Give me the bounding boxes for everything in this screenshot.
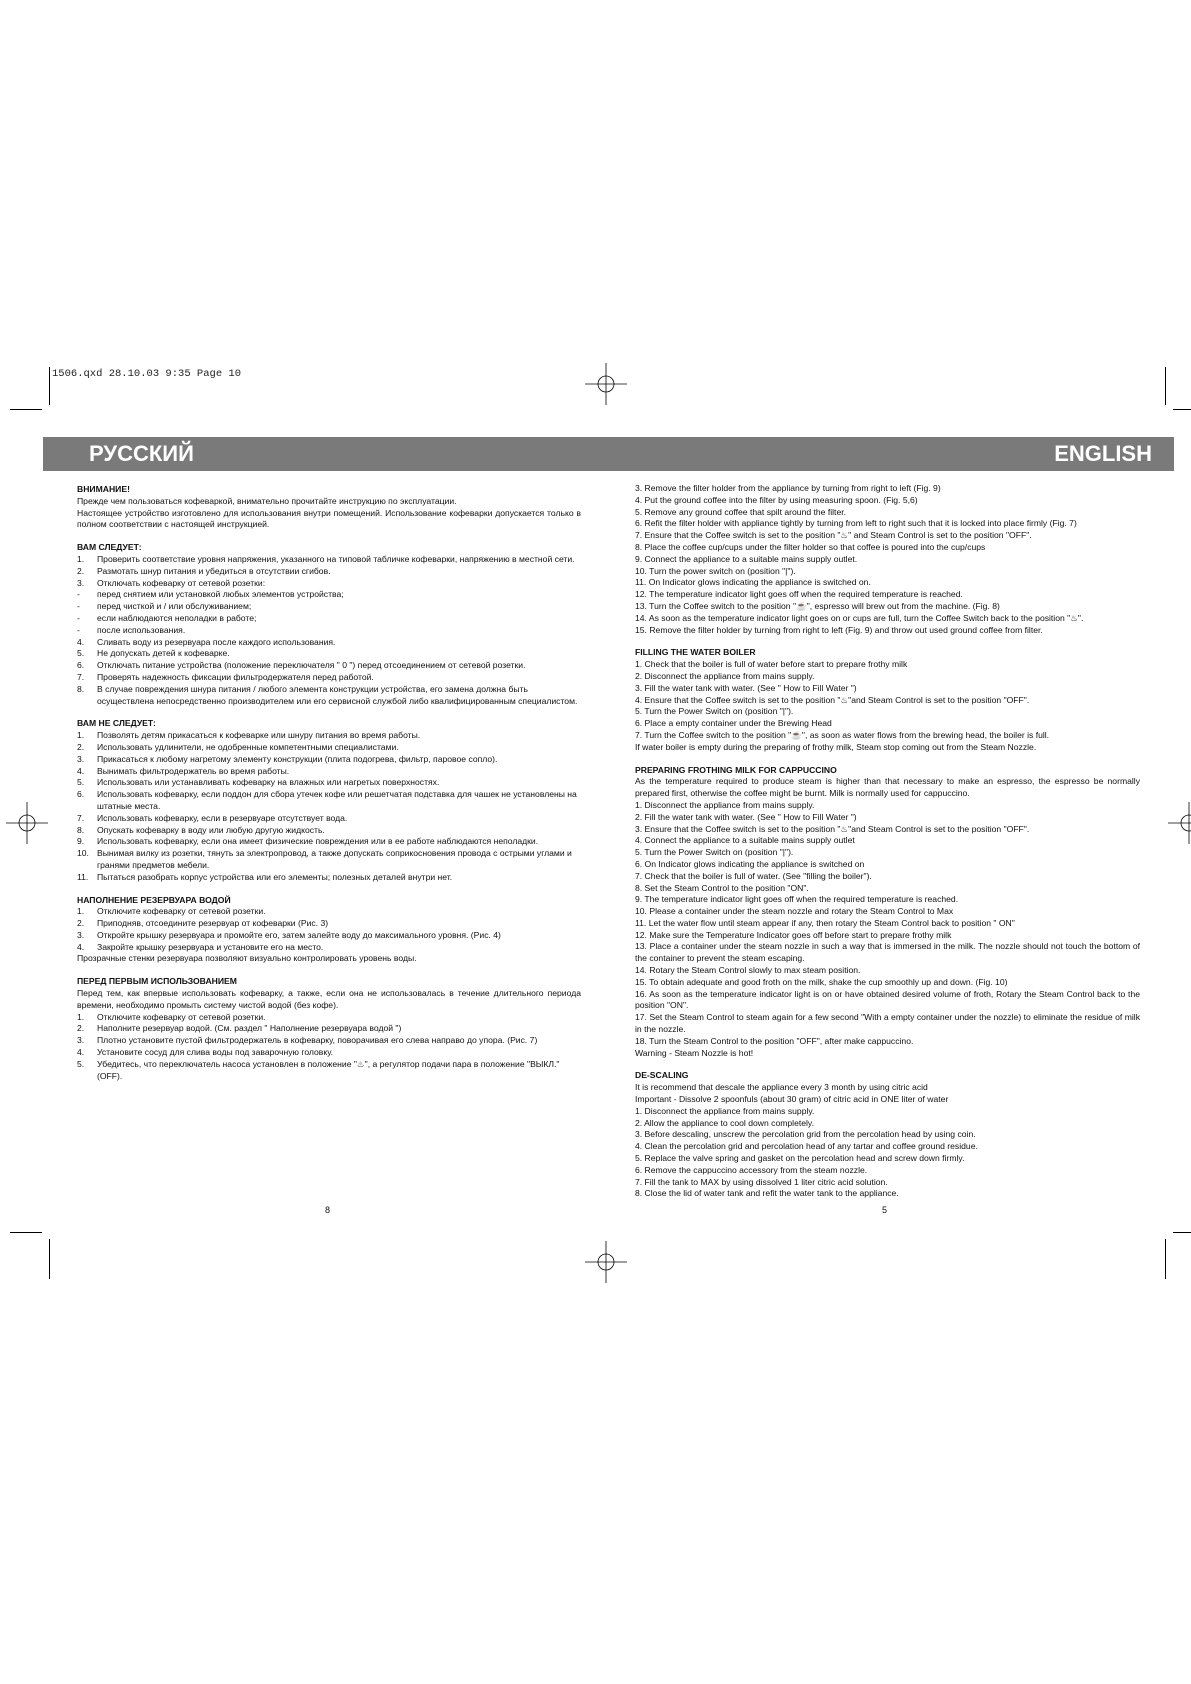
list-item: 6. Отключать питание устройства (положение переключателя " 0 ") перед отсоединением от сетевой розетки. bbox=[77, 660, 526, 671]
list-item: 2. Использовать удлинители, не одобренные компетентными специалистами. bbox=[77, 741, 399, 752]
banner-title-english: ENGLISH bbox=[1054, 441, 1152, 466]
crop-mark bbox=[1165, 1239, 1166, 1279]
fill-tank-list bbox=[77, 906, 581, 953]
list-item: 12. Make sure the Temperature Indicator goes off before start to prepare frothy milk bbox=[635, 929, 952, 940]
list-item: 6. Place a empty container under the Brewing Head bbox=[635, 718, 832, 729]
list-item: 7. Turn the Coffee switch to the position "☕", as soon as water flows from the brewing head, the boiler is full. bbox=[635, 729, 1050, 740]
list-item: 4. Сливать воду из резервуара после каждого использования. bbox=[77, 636, 336, 647]
list-item: 12. The temperature indicator light goes off when the required temperature is reached. bbox=[635, 589, 963, 600]
registration-mark-bottom bbox=[585, 1241, 627, 1283]
list-item: 3. Прикасаться к любому нагретому элементу конструкции (плита подогрева, фильтр, паровое сопло). bbox=[77, 753, 498, 764]
first-use-heading: ПЕРЕД ПЕРВЫМ ИСПОЛЬЗОВАНИЕМ bbox=[77, 976, 237, 987]
should-list bbox=[77, 554, 581, 707]
list-item: 7. Fill the tank to MAX by using dissolved 1 liter citric acid solution. bbox=[635, 1176, 888, 1187]
list-item: 10. Please a container under the steam nozzle and rotary the Steam Control to Max bbox=[635, 906, 954, 917]
milk-intro: As the temperature required to produce steam is higher than that necessary to make an espresso, the espresso be normally prepared first, otherwise the coffee might be burnt. Milk is normally used for cappuccino. bbox=[635, 776, 1140, 799]
list-item: 9. Использовать кофеварку, если она имеет физические повреждения или в ее работе наблюдаются неполадки. bbox=[77, 836, 539, 847]
list-item: 15. Remove the filter holder by turning from right to left (Fig. 9) and throw out used ground coffee from filter. bbox=[635, 624, 1043, 635]
list-item: 16. As soon as the temperature indicator light is on or have obtained desired volume of froth, Rotary the Steam Control back to the position "ON". bbox=[635, 988, 1140, 1011]
list-item: 3. Откройте крышку резервуара и промойте его, затем залейте воду до максимального уровня. (Рис. 4) bbox=[77, 929, 501, 940]
list-item: 14. Rotary the Steam Control slowly to max steam position. bbox=[635, 965, 861, 976]
first-use-intro: Перед тем, как впервые использовать кофеварку, а также, если она не использовалась в течение длительного периода времени, необходимо промыть систему чистой водой (без кофе). bbox=[77, 988, 581, 1010]
list-item: 6. On Indicator glows indicating the appliance is switched on bbox=[635, 858, 865, 869]
list-item: 8. Close the lid of water tank and refit the water tank to the appliance. bbox=[635, 1188, 899, 1199]
crop-mark bbox=[1173, 1232, 1191, 1233]
english-column bbox=[635, 483, 1140, 1200]
list-item: 1. Disconnect the appliance from mains supply. bbox=[635, 1105, 815, 1116]
list-item: 11. On Indicator glows indicating the appliance is switched on. bbox=[635, 577, 871, 588]
print-slug: 1506.qxd 28.10.03 9:35 Page 10 bbox=[52, 368, 242, 380]
milk-steps bbox=[635, 800, 1140, 1060]
list-item: 3. Remove the filter holder from the appliance by turning from right to left (Fig. 9) bbox=[635, 483, 941, 493]
list-item: 5. Не допускать детей к кофеварке. bbox=[77, 648, 230, 659]
list-item: 13. Turn the Coffee switch to the position "☕", espresso will brew out from the machine. (Fig. 8) bbox=[635, 600, 1000, 611]
list-item: 4. Вынимать фильтродержатель во время работы. bbox=[77, 765, 290, 776]
list-item: 2. Fill the water tank with water. (See " How to Fill Water ") bbox=[635, 811, 857, 822]
list-item: - если наблюдаются неполадки в работе; bbox=[77, 612, 257, 623]
list-item: 5. Turn the Power Switch on (position "|"). bbox=[635, 847, 794, 858]
boiler-steps bbox=[635, 659, 1140, 753]
list-item: 2. Наполните резервуар водой. (См. раздел " Наполнение резервуара водой ") bbox=[77, 1023, 402, 1034]
list-item: 5. Turn the Power Switch on (position "|"). bbox=[635, 706, 794, 717]
should-not-heading: ВАМ НЕ СЛЕДУЕТ: bbox=[77, 718, 156, 729]
list-item: 5. Убедитесь, что переключатель насоса установлен в положение "♨", а регулятор подачи пара в положение "ВЫКЛ." (OFF). bbox=[77, 1058, 560, 1081]
list-item: 9. The temperature indicator light goes off when the required temperature is reached. bbox=[635, 894, 959, 905]
list-item: 7. Check that the boiler is full of water. (See "filling the boiler"). bbox=[635, 870, 872, 881]
banner-title-russian: РУССКИЙ bbox=[89, 441, 194, 466]
warning-text: Warning - Steam Nozzle is hot! bbox=[635, 1047, 754, 1058]
list-item: - перед чисткой и / или обслуживанием; bbox=[77, 601, 252, 612]
page-number-right: 5 bbox=[882, 1205, 888, 1215]
list-item: 5. Replace the valve spring and gasket on the percolation head and screw down firmly. bbox=[635, 1153, 965, 1164]
list-item: 1. Отключите кофеварку от сетевой розетки. bbox=[77, 906, 266, 917]
list-item: 9. Connect the appliance to a suitable mains supply outlet. bbox=[635, 553, 858, 564]
list-item: 4. Clean the percolation grid and percolation head of any tartar and coffee ground residue. bbox=[635, 1141, 978, 1152]
list-item: 8. Опускать кофеварку в воду или любую другую жидкость. bbox=[77, 824, 325, 835]
list-item: 8. Place the coffee cup/cups under the filter holder so that coffee is poured into the cup/cups bbox=[635, 541, 986, 552]
list-item: 2. Размотать шнур питания и убедиться в отсутствии сгибов. bbox=[77, 565, 331, 576]
list-item: 8. В случае повреждения шнура питания / любого элемента конструкции устройства, его замена должна быть осуществлена непосредственно производителем или его сервисной службой либо квалифицированным специалистом. bbox=[77, 683, 578, 706]
list-item: 6. Remove the cappuccino accessory from the steam nozzle. bbox=[635, 1164, 868, 1175]
list-item: 7. Ensure that the Coffee switch is set to the position "♨" and Steam Control is set to the position "OFF". bbox=[635, 530, 1032, 541]
list-item: - после использования. bbox=[77, 624, 186, 635]
warning-paragraph: Настоящее устройство изготовлено для использования внутри помещений. Использование кофеварки допускается только в полном соответствии с настоящей инструкцией. bbox=[77, 507, 581, 530]
milk-heading: PREPARING FROTHING MILK FOR CAPPUCCINO bbox=[635, 764, 837, 775]
fill-tank-heading: НАПОЛНЕНИЕ РЕЗЕРВУАРА ВОДОЙ bbox=[77, 894, 231, 905]
crop-mark bbox=[10, 409, 42, 410]
list-item: 7. Использовать кофеварку, если в резервуаре отсутствует вода. bbox=[77, 812, 348, 823]
list-item: 6. Refit the filter holder with appliance tightly by turning from left to right such that it is locked into place firmly (Fig. 7) bbox=[635, 518, 1077, 529]
list-item: If water boiler is empty during the preparing of frothy milk, Steam stop coming out from the Steam Nozzle. bbox=[635, 741, 1037, 752]
list-item: 3. Ensure that the Coffee switch is set to the position "♨"and Steam Control is set to the position "OFF". bbox=[635, 823, 1030, 834]
should-not-list bbox=[77, 730, 581, 883]
russian-column bbox=[77, 484, 581, 1082]
list-item: 11. Let the water flow until steam appear if any, then rotary the Steam Control back to position " ON" bbox=[635, 917, 1015, 928]
list-item: 5. Remove any ground coffee that spilt around the filter. bbox=[635, 506, 846, 517]
list-item: 11. Пытаться разобрать корпус устройства или его элементы; полезных деталей внутри нет. bbox=[77, 871, 453, 882]
list-item: 3. Плотно установите пустой фильтродержатель в кофеварку, поворачивая его слева направо до упора. (Рис. 7) bbox=[77, 1035, 538, 1046]
crop-mark bbox=[49, 1239, 50, 1279]
list-item: 1. Check that the boiler is full of water before start to prepare frothy milk bbox=[635, 659, 908, 670]
crop-mark bbox=[1173, 409, 1191, 410]
crop-mark bbox=[1165, 367, 1166, 405]
list-item: 10. Вынимая вилку из розетки, тянуть за электропровод, а также допускать соприкосновения провода с острыми углами и гранями предметов мебели. bbox=[77, 848, 572, 870]
list-item: 10. Turn the power switch on (position "|"). bbox=[635, 565, 796, 576]
descaling-heading: DE-SCALING bbox=[635, 1070, 689, 1081]
boiler-heading: FILLING THE WATER BOILER bbox=[635, 647, 756, 658]
list-item: 5. Использовать или устанавливать кофеварку на влажных или нагретых поверхностях. bbox=[77, 777, 440, 788]
first-use-list bbox=[77, 1012, 581, 1083]
list-item: 6. Использовать кофеварку, если поддон для сбора утечек кофе или решетчатая подставка для чашек не установлены на штатные места. bbox=[77, 789, 577, 811]
list-item: 1. Проверить соответствие уровня напряжения, указанного на типовой табличке кофеварки, напряжению в местной сети. bbox=[77, 553, 575, 564]
brewing-steps bbox=[635, 483, 1140, 636]
should-heading: ВАМ СЛЕДУЕТ: bbox=[77, 542, 142, 553]
list-item: 13. Place a container under the steam nozzle in such a way that is immersed in the milk. The nozzle should not touch the bottom of the container to prevent the steam escaping. bbox=[635, 941, 1140, 964]
list-item: 15. To obtain adequate and good froth on the milk, shake the cup smoothly up and down. (Fig. 10) bbox=[635, 976, 1008, 987]
crop-mark bbox=[49, 367, 50, 405]
fill-tank-note: Прозрачные стенки резервуара позволяют визуально контролировать уровень воды. bbox=[77, 953, 417, 964]
warning-heading: ВНИМАНИЕ! bbox=[77, 484, 130, 494]
list-item: 7. Проверять надежность фиксации фильтродержателя перед работой. bbox=[77, 671, 374, 682]
list-item: 1. Disconnect the appliance from mains supply. bbox=[635, 799, 815, 810]
list-item: 2. Allow the appliance to cool down completely. bbox=[635, 1117, 814, 1128]
warning-paragraph: Прежде чем пользоваться кофеваркой, внимательно прочитайте инструкцию по эксплуатации. bbox=[77, 495, 457, 506]
list-item: 4. Put the ground coffee into the filter by using measuring spoon. (Fig. 5,6) bbox=[635, 494, 918, 505]
list-item: 17. Set the Steam Control to steam again for a few second "With a empty container under the nozzle) to eliminate the residue of milk in the nozzle. bbox=[635, 1012, 1140, 1035]
language-banner bbox=[43, 437, 1174, 471]
page-number-left: 8 bbox=[325, 1205, 331, 1215]
list-item: 3. Отключать кофеварку от сетевой розетки: bbox=[77, 577, 266, 588]
list-item: 4. Закройте крышку резервуара и установите его на место. bbox=[77, 941, 324, 952]
descaling-steps bbox=[635, 1082, 1140, 1200]
list-item: 4. Ensure that the Coffee switch is set to the position "♨"and Steam Control is set to the position "OFF". bbox=[635, 694, 1030, 705]
list-item: 1. Позволять детям прикасаться к кофеварке или шнуру питания во время работы. bbox=[77, 730, 421, 741]
list-item: 2. Приподняв, отсоедините резервуар от кофеварки (Рис. 3) bbox=[77, 918, 329, 929]
registration-mark-right bbox=[1168, 802, 1191, 844]
list-item: It is recommend that descale the appliance every 3 month by using citric acid bbox=[635, 1082, 928, 1093]
list-item: 4. Установите сосуд для слива воды под заварочную головку. bbox=[77, 1047, 334, 1058]
list-item: - перед снятием или установкой любых элементов устройства; bbox=[77, 589, 344, 600]
list-item: 3. Fill the water tank with water. (See " How to Fill Water ") bbox=[635, 682, 857, 693]
list-item: Important - Dissolve 2 spoonfuls (about 30 gram) of citric acid in ONE liter of water bbox=[635, 1094, 949, 1105]
list-item: 2. Disconnect the appliance from mains supply. bbox=[635, 670, 815, 681]
registration-mark-top bbox=[585, 363, 627, 405]
list-item: 14. As soon as the temperature indicator light goes on or cups are full, turn the Coffee Switch back to the position "♨". bbox=[635, 612, 1084, 623]
list-item: 1. Отключите кофеварку от сетевой розетки. bbox=[77, 1011, 266, 1022]
crop-mark bbox=[10, 1232, 42, 1233]
list-item: 18. Turn the Steam Control to the position "OFF", after make cappuccino. bbox=[635, 1035, 914, 1046]
registration-mark-left bbox=[6, 802, 48, 844]
list-item: 4. Connect the appliance to a suitable mains supply outlet bbox=[635, 835, 855, 846]
list-item: 3. Before descaling, unscrew the percolation grid from the percolation head by using coin. bbox=[635, 1129, 976, 1140]
list-item: 8. Set the Steam Control to the position "ON". bbox=[635, 882, 809, 893]
